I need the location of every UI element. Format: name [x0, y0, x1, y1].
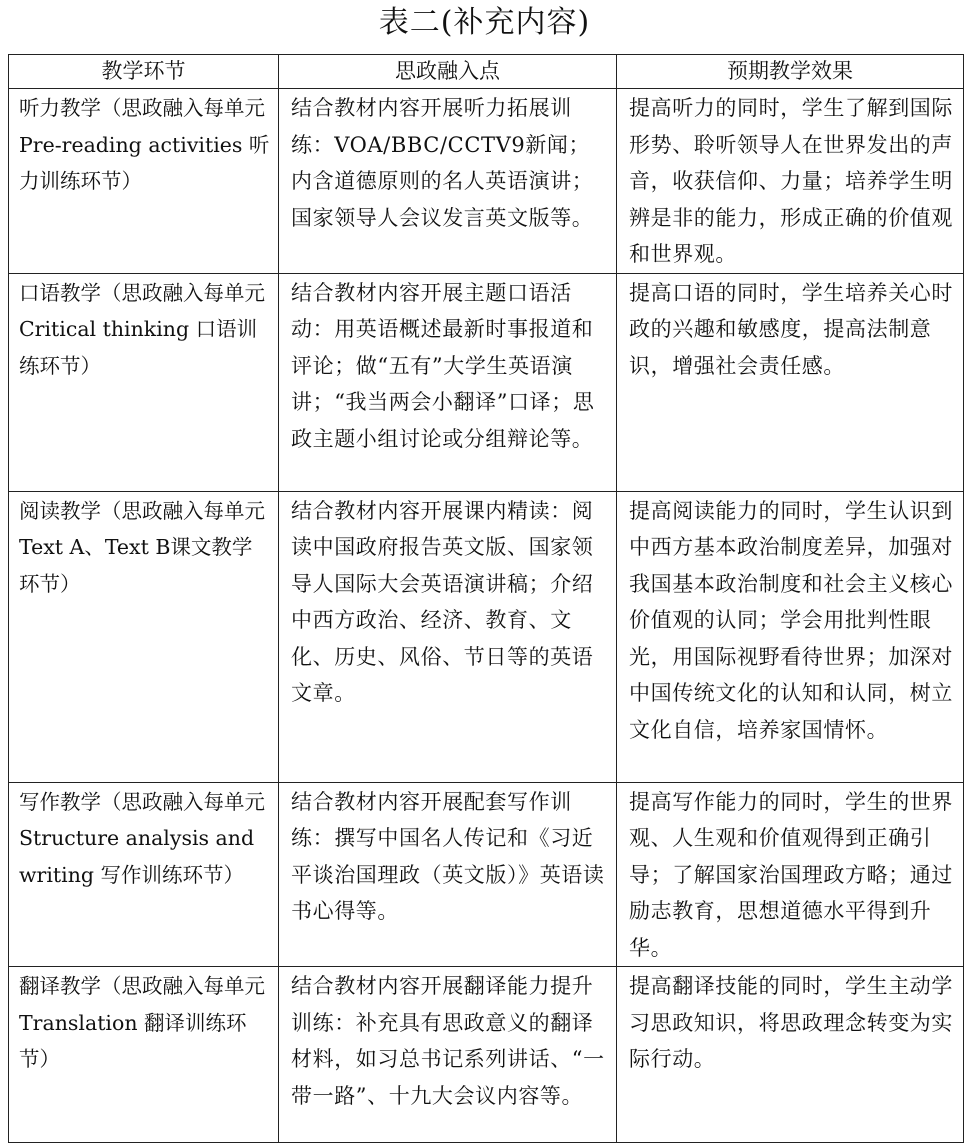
header-ideological-point: 思政融入点 [279, 55, 617, 89]
cell-expected-effect: 提高写作能力的同时，学生的世界观、人生观和价值观得到正确引导；了解国家治国理政方略；通过励志教育，思想道德水平得到升华。 [617, 782, 964, 967]
cell-stage: 翻译教学（思政融入每单元Translation 翻译训练环节） [9, 967, 279, 1143]
table-row-reading [9, 491, 964, 782]
cell-stage: 写作教学（思政融入每单元Structure analysis and writing 写作训练环节） [9, 782, 279, 967]
cell-stage: 阅读教学（思政融入每单元Text A、Text B课文教学环节） [9, 491, 279, 782]
cell-expected-effect: 提高阅读能力的同时，学生认识到中西方基本政治制度差异，加强对我国基本政治制度和社会主义核心价值观的认同；学会用批判性眼光，用国际视野看待世界；加深对中国传统文化的认知和认同，树立文化自信，培养家国情怀。 [617, 491, 964, 782]
header-expected-effect: 预期教学效果 [617, 55, 964, 89]
cell-ideological-point: 结合教材内容开展翻译能力提升训练：补充具有思政意义的翻译材料，如习总书记系列讲话、“一带一路”、十九大会议内容等。 [279, 967, 617, 1143]
cell-ideological-point: 结合教材内容开展课内精读：阅读中国政府报告英文版、国家领导人国际大会英语演讲稿；介绍中西方政治、经济、教育、文化、历史、风俗、节日等的英语文章。 [279, 491, 617, 782]
content-table [8, 54, 964, 1143]
table-row-speaking [9, 273, 964, 491]
cell-ideological-point: 结合教材内容开展听力拓展训练：VOA/BBC/CCTV9新闻；内含道德原则的名人英语演讲；国家领导人会议发言英文版等。 [279, 89, 617, 274]
cell-expected-effect: 提高口语的同时，学生培养关心时政的兴趣和敏感度，提高法制意识，增强社会责任感。 [617, 273, 964, 491]
cell-ideological-point: 结合教材内容开展配套写作训练：撰写中国名人传记和《习近平谈治国理政（英文版）》英语读书心得等。 [279, 782, 617, 967]
cell-stage: 口语教学（思政融入每单元Critical thinking 口语训练环节） [9, 273, 279, 491]
table-row-listening [9, 89, 964, 274]
table-row-translation [9, 967, 964, 1143]
cell-ideological-point: 结合教材内容开展主题口语活动：用英语概述最新时事报道和评论；做“五有”大学生英语演讲；“我当两会小翻译”口译；思政主题小组讨论或分组辩论等。 [279, 273, 617, 491]
header-teaching-stage: 教学环节 [9, 55, 279, 89]
cell-expected-effect: 提高翻译技能的同时，学生主动学习思政知识，将思政理念转变为实际行动。 [617, 967, 964, 1143]
table-header-row [9, 55, 964, 89]
table-title: 表二(补充内容) [378, 5, 591, 40]
cell-expected-effect: 提高听力的同时，学生了解到国际形势、聆听领导人在世界发出的声音，收获信仰、力量；培养学生明辨是非的能力，形成正确的价值观和世界观。 [617, 89, 964, 274]
table-row-writing [9, 782, 964, 967]
cell-stage: 听力教学（思政融入每单元Pre-reading activities 听力训练环节） [9, 89, 279, 274]
